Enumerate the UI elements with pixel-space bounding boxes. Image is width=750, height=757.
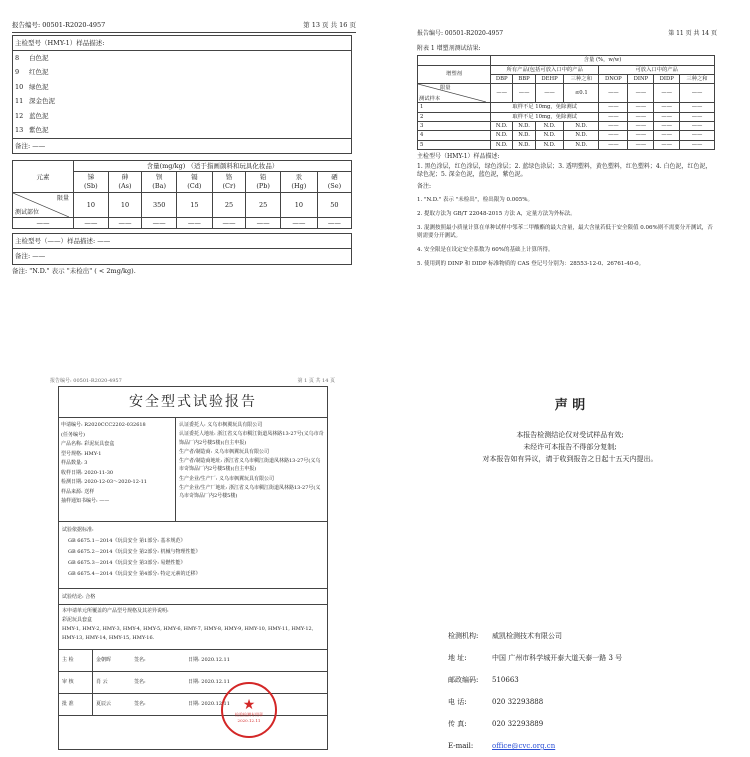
sign-role: 审 核 — [59, 672, 93, 693]
table-row — [418, 122, 715, 131]
result-value: N.D. — [535, 122, 563, 131]
sign-name: 夏辰云 — [96, 701, 112, 707]
page-number: 第 1 页 共 14 页 — [297, 378, 335, 384]
unit-label: 含量 (%，w/w) — [491, 56, 715, 65]
dash-cell: —— — [280, 218, 317, 229]
info-field: 样品来源: 送样 — [61, 488, 95, 495]
notes-list — [417, 196, 717, 268]
limit-value: 10 — [74, 193, 109, 218]
sample-description: 1. 黑色涂层，红色涂层，绿色涂层；2. 蓝绿色涂层；3. 透明塑料，黄色塑料，红色塑料；4. 白色泥，红色泥，绿色泥；5. 深金色泥，蓝色泥，紫色泥。 — [417, 163, 712, 178]
sign-name: 肖 云 — [96, 679, 108, 685]
result-value: —— — [654, 103, 680, 112]
standard-item: GB 6675.3－2014《玩具安全 第3部分: 易燃性能》 — [68, 560, 186, 566]
table-row — [418, 112, 715, 121]
info-field: 生产者/制造商地址: 浙江省义乌市稠江街道凤林路13-27号(义乌市奇饰品厂内2号楼5楼)(自主申报) — [179, 458, 321, 473]
contact-row — [448, 625, 720, 647]
dash-row — [13, 218, 352, 229]
limit-diagonal-cell — [418, 84, 491, 103]
right-fields — [176, 418, 327, 521]
contact-value: 020 32293889 — [492, 720, 544, 728]
limit-value: 15 — [177, 193, 213, 218]
info-field: 收样日期: 2020-11-30 — [61, 469, 114, 476]
statement-line: 本报告检测结论仅对受试样品有效; — [516, 431, 624, 439]
result-rows — [418, 103, 715, 150]
report-number: 报告编号: 00501-R2020-4957 — [50, 378, 122, 384]
footnote: 备注: "N.D." 表示 "未检出" ( < 2mg/kg). — [12, 266, 136, 275]
plasticizer-label: 增塑剂 — [418, 65, 491, 84]
element-name-cell — [280, 172, 317, 193]
sample-item — [15, 123, 349, 138]
report-cover-page — [50, 378, 335, 750]
result-value: —— — [628, 103, 654, 112]
result-value: N.D. — [491, 131, 513, 140]
result-value: N.D. — [513, 131, 535, 140]
limit-value: —— — [628, 84, 654, 103]
limit-row — [13, 193, 352, 218]
result-value: —— — [680, 140, 715, 149]
sign-date: 日期: 2020.12.11 — [188, 657, 230, 663]
signature-block — [59, 650, 327, 716]
sample-number: 9 — [15, 68, 20, 77]
contact-value: 威凯检测技术有限公司 — [492, 632, 562, 640]
sample-name: 紫色泥 — [29, 126, 49, 135]
statement-line: 未经许可本报告不得部分复制; — [523, 443, 617, 451]
element-name-cell — [177, 172, 213, 193]
contact-label: 电 话: — [448, 698, 467, 706]
limit-row — [418, 84, 715, 103]
report-title: 安全型式试验报告 — [59, 387, 327, 418]
contact-row — [448, 735, 720, 757]
sample-number: 10 — [15, 82, 24, 91]
email-link[interactable]: office@cvc.org.cn — [492, 742, 556, 750]
standard-item: GB 6675.4－2014《玩具安全 第4部分: 特定元素的迁移》 — [68, 571, 201, 577]
column-header: 三种之和 — [564, 75, 599, 84]
sample-number: 11 — [15, 97, 24, 106]
element-symbol: (As) — [118, 182, 132, 191]
sign-label: 签名: — [134, 657, 146, 663]
statement-title: 声 明 — [554, 398, 586, 413]
sample-number: 5 — [418, 140, 491, 149]
result-value: —— — [628, 131, 654, 140]
sample-item — [15, 94, 349, 109]
element-name-cell — [317, 172, 351, 193]
sample-name: 蓝色泥 — [29, 111, 49, 120]
statement-lines — [420, 429, 720, 465]
contact-row — [448, 647, 720, 669]
element-symbol: (Sb) — [83, 182, 98, 191]
result-value: —— — [680, 103, 715, 112]
cover-frame — [58, 386, 328, 750]
element-cn: 汞 — [295, 173, 303, 182]
result-value: —— — [599, 103, 628, 112]
limit-value: —— — [491, 84, 513, 103]
element-name-cell — [108, 172, 142, 193]
table-row — [418, 131, 715, 140]
sign-name: 金朝晖 — [96, 657, 112, 663]
column-header: BBP — [513, 75, 535, 84]
contact-row — [448, 669, 720, 691]
note-item: 4. 安全限是在设定安全系数为 60%的基础上计算所得。 — [417, 246, 554, 253]
limit-label: 限量 — [440, 85, 451, 92]
info-block — [59, 418, 327, 522]
column-header: 三种之和 — [680, 75, 715, 84]
remark: 备注: —— — [13, 138, 352, 153]
result-value: —— — [599, 112, 628, 121]
column-header: DINP — [628, 75, 654, 84]
seal-star-icon: ★ — [242, 697, 256, 713]
contact-label: 检测机构: — [448, 632, 479, 640]
contact-label: 传 真: — [448, 720, 467, 728]
dash-cell: —— — [142, 218, 177, 229]
result-value: —— — [654, 122, 680, 131]
result-value: —— — [654, 140, 680, 149]
column-header: DNOP — [599, 75, 628, 84]
limit-value: —— — [654, 84, 680, 103]
limit-value: —— — [680, 84, 715, 103]
info-field: 申请编号: R2020CCC2202-032618 — [61, 422, 146, 428]
sign-date: 日期: 2020.12.11 — [188, 701, 230, 707]
element-cn: 铅 — [259, 173, 267, 182]
signature-row — [59, 672, 327, 694]
dash-cell: —— — [246, 218, 281, 229]
dash-cell: —— — [13, 218, 74, 229]
limit-diagonal-cell — [13, 193, 74, 218]
report-number: 报告编号: 00501-R2020-4957 — [12, 21, 106, 29]
coverage-block — [59, 605, 327, 650]
report-page-13 — [12, 22, 356, 280]
element-cn: 铬 — [225, 173, 233, 182]
plasticizer-table — [417, 55, 715, 150]
info-field: (任务编号) — [61, 431, 85, 438]
remark-label: 备注: — [417, 182, 432, 190]
element-name-cell — [212, 172, 246, 193]
element-name-cell — [74, 172, 109, 193]
limit-value: 10 — [108, 193, 142, 218]
result-value: —— — [680, 131, 715, 140]
limit-value: 25 — [212, 193, 246, 218]
element-name-cell — [246, 172, 281, 193]
element-header: 元素 — [13, 161, 74, 193]
sample-number: 4 — [418, 131, 491, 140]
page-number: 第 13 页 共 16 页 — [303, 21, 356, 29]
remark-2: 备注: —— — [13, 249, 352, 264]
table-title: 附表 1 增塑剂测试结果: — [417, 45, 481, 53]
sample-number: 1 — [418, 103, 491, 112]
sign-role: 批 准 — [59, 694, 93, 715]
element-symbol: (Pb) — [256, 182, 270, 191]
group-mouth-products: 可放入口中的产品 — [599, 65, 715, 74]
limit-value: 10 — [280, 193, 317, 218]
contact-label: 邮政编码: — [448, 676, 479, 684]
contact-value: 中国 广州市科学城开泰大道天泰一路 3 号 — [492, 654, 623, 662]
dash-cell: —— — [74, 218, 109, 229]
dash-cell: —— — [177, 218, 213, 229]
info-field: 检测日期: 2020-12-03～2020-12-11 — [61, 479, 147, 485]
result-value: N.D. — [491, 122, 513, 131]
result-value: —— — [599, 140, 628, 149]
info-field: 抽样通知书编号: —— — [61, 498, 110, 504]
signature-row — [59, 650, 327, 672]
product-name: 彩泥玩具套盒 — [62, 617, 93, 623]
info-field: 样品数量: 3 — [61, 460, 88, 466]
result-value: —— — [628, 122, 654, 131]
result-value: —— — [599, 122, 628, 131]
element-symbol: (Se) — [327, 182, 342, 191]
page-header — [12, 22, 356, 33]
info-field: 型号规格: HMY-1 — [61, 450, 102, 457]
sample-description-table — [12, 35, 352, 154]
result-value: N.D. — [535, 131, 563, 140]
model-line: 主检型号（HMY-1）样品描述: — [13, 35, 352, 50]
basis-title: 试验依据标准: — [62, 527, 94, 533]
sign-label: 签名: — [134, 701, 146, 707]
table-row — [418, 103, 715, 112]
element-content-table — [12, 160, 352, 229]
limit-value: 350 — [142, 193, 177, 218]
conclusion: 试验结论: 合格 — [59, 589, 327, 605]
element-cn: 砷 — [121, 173, 129, 182]
exemption-text: 取样不足 10mg，免除测试 — [491, 112, 599, 121]
note-item: 3. 混测按照最小质量计算在单种试样中邻苯二甲酸酯的最大含量，最大含量若低于安全限值 0.06%则不需要分开测试，否则需要分开测试。 — [417, 224, 713, 239]
result-value: —— — [628, 112, 654, 121]
info-field: 产品名称: 彩泥玩具套盒 — [61, 441, 115, 447]
result-value: —— — [599, 131, 628, 140]
sample-item — [15, 80, 349, 95]
contact-block — [448, 625, 720, 757]
result-value: —— — [680, 112, 715, 121]
note-item: 1. "N.D." 表示 "未检出"，检出限为 0.005%。 — [417, 196, 534, 203]
column-header: DEHP — [535, 75, 563, 84]
standards-list — [62, 536, 324, 580]
group-all-products: 所有产品(包括可放入口中的产品 — [491, 65, 599, 74]
test-sample-label: 测试样本 — [419, 96, 441, 103]
contact-label: 地 址: — [448, 654, 467, 662]
info-field: 生产企业/生产厂: 义乌市枫翼玩具有限公司 — [179, 475, 274, 482]
limit-value: ≤0.1 — [564, 84, 599, 103]
sample-list — [15, 51, 349, 138]
seal-text: 检验检测专用章 — [235, 712, 263, 717]
content-title: 含量(mg/kg) （适于指画颜料和玩具化妆品） — [74, 161, 352, 172]
element-cn: 硒 — [331, 173, 338, 182]
contact-row — [448, 691, 720, 713]
element-cn: 锑 — [87, 173, 95, 182]
sample-item — [15, 109, 349, 124]
element-cn: 镉 — [191, 173, 198, 182]
column-header: DBP — [491, 75, 513, 84]
sign-role: 主 检 — [59, 650, 93, 671]
sample-number: 13 — [15, 126, 24, 135]
report-number: 报告编号: 00501-R2020-4957 — [417, 30, 504, 37]
cover-note: 本申请单元所覆盖的产品型号规格及其差异说明: — [62, 608, 169, 614]
contact-value: 510663 — [492, 676, 519, 684]
standard-item: GB 6675.2－2014《玩具安全 第2部分: 机械与物理性能》 — [68, 549, 201, 555]
page-header — [50, 378, 335, 386]
result-value: N.D. — [535, 140, 563, 149]
sample-name: 白色泥 — [29, 53, 49, 62]
left-fields — [59, 418, 176, 521]
sample-name: 红色泥 — [29, 68, 49, 77]
report-page-11 — [417, 30, 717, 330]
seal-date: 2020.12.11 — [237, 718, 261, 723]
inspection-seal — [221, 682, 277, 738]
element-symbol: (Cd) — [187, 182, 202, 191]
contact-label: E-mail: — [448, 742, 474, 750]
statement-page — [420, 380, 720, 750]
dash-cell: —— — [108, 218, 142, 229]
exemption-text: 取样不足 10mg，免除测试 — [491, 103, 599, 112]
sample-item — [15, 51, 349, 66]
dash-cell: —— — [212, 218, 246, 229]
signature-row — [59, 694, 327, 716]
sample-name: 深金色泥 — [29, 97, 55, 106]
sample-description-table-2 — [12, 233, 352, 264]
limit-value: —— — [513, 84, 535, 103]
limit-label: 限量 — [56, 195, 69, 203]
limit-value: 25 — [246, 193, 281, 218]
info-field: 认证委托人地址: 浙江省义乌市稠江街道凤林路13-27号(义乌市奇饰品厂内2号楼5楼)(自主申报) — [179, 431, 324, 446]
standards-block — [59, 522, 327, 589]
sample-item — [15, 65, 349, 80]
contact-value: 020 32293888 — [492, 698, 544, 706]
statement-line: 对本报告如有异议，请于收到报告之日起十五天内提出。 — [482, 455, 658, 463]
note-item: 5. 使用到的 DINP 和 DIDP 标准物质的 CAS 登记号分别为：28553-12-0、26761-40-0。 — [417, 260, 645, 267]
info-field: 生产企业/生产厂地址: 浙江省义乌市稠江街道凤林路13-27号(义乌市奇饰品厂内2号楼5楼) — [179, 485, 321, 500]
note-item: 2. 提取方法为 GB/T 22048-2015 方法 A，定量方法为外标法。 — [417, 210, 576, 217]
sign-label: 签名: — [134, 679, 146, 685]
result-value: N.D. — [564, 131, 599, 140]
model-line-2: 主检型号（——）样品描述: —— — [13, 234, 352, 249]
element-symbol: (Cr) — [222, 182, 236, 191]
limit-value: —— — [535, 84, 563, 103]
contact-row — [448, 713, 720, 735]
info-field: 生产者/制造商: 义乌市枫翼玩具有限公司 — [179, 448, 269, 455]
element-symbol: (Ba) — [152, 182, 167, 191]
info-field: 认证委托人: 义乌市枫翼玩具有限公司 — [179, 422, 263, 428]
limit-value: 50 — [317, 193, 351, 218]
column-header: DIDP — [654, 75, 680, 84]
standard-item: GB 6675.1－2014《玩具安全 第1部分: 基本规范》 — [68, 538, 186, 544]
result-value: —— — [680, 122, 715, 131]
sample-number: 3 — [418, 122, 491, 131]
result-value: N.D. — [564, 122, 599, 131]
dash-cell: —— — [317, 218, 351, 229]
result-value: —— — [654, 112, 680, 121]
result-value: N.D. — [564, 140, 599, 149]
table-row — [418, 140, 715, 149]
limit-value: —— — [599, 84, 628, 103]
sign-date: 日期: 2020.12.11 — [188, 679, 230, 685]
element-cn: 钡 — [155, 173, 163, 182]
test-part-label: 测试部位 — [15, 208, 40, 216]
model-line: 主检型号（HMY-1）样品描述: — [417, 153, 500, 161]
sample-number: 12 — [15, 111, 24, 120]
sample-name: 绿色泥 — [29, 82, 49, 91]
sample-number: 8 — [15, 53, 20, 62]
result-value: —— — [628, 140, 654, 149]
result-value: N.D. — [491, 140, 513, 149]
element-symbol: (Hg) — [291, 182, 307, 191]
page-header — [417, 30, 717, 39]
page-number: 第 11 页 共 14 页 — [668, 30, 717, 37]
result-value: N.D. — [513, 122, 535, 131]
element-name-cell — [142, 172, 177, 193]
result-value: —— — [654, 131, 680, 140]
result-value: N.D. — [513, 140, 535, 149]
model-list: HMY-1, HMY-2, HMY-3, HMY-4, HMY-5, HMY-6, HMY-7, HMY-8, HMY-9, HMY-10, HMY-11, HMY-12, HMY-13, HMY-14, HMY-15, HMY-16. — [62, 626, 314, 641]
sample-number: 2 — [418, 112, 491, 121]
